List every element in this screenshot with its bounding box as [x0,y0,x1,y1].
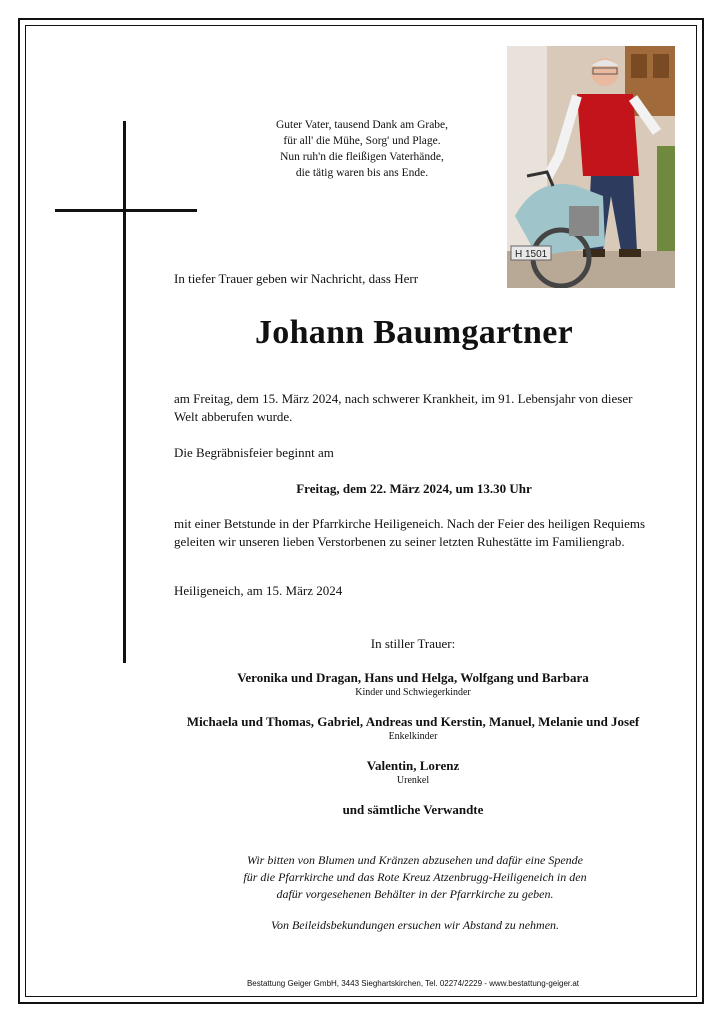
memorial-poem [262,117,462,181]
family-group [130,758,696,786]
mourning-label: In stiller Trauer: [370,636,456,651]
condolence-note: Von Beileidsbekundungen ersuchen wir Abstand zu nehmen. [270,918,560,932]
funeral-home-footer: Bestattung Geiger GmbH, 3443 Sieghartskirchen, Tel. 02274/2229 - www.bestattung-geiger.at [246,979,580,988]
relatives-text: und sämtliche Verwandte [342,802,484,817]
donation-line: Wir bitten von Blumen und Kränzen abzusehen und dafür eine Spende [247,853,583,867]
portrait-photo [507,46,675,288]
poem-line: für all' die Mühe, Sorg' und Plage. [283,135,441,147]
funeral-intro: Die Begräbnisfeier beginnt am [174,445,334,460]
poem-line: Nun ruh'n die fleißigen Vaterhände, [280,151,444,163]
poem-line: die tätig waren bis ans Ende. [295,167,429,179]
family-group [130,670,696,698]
family-relation: Enkelkinder [388,731,438,742]
cross-vertical-bar [123,121,126,663]
family-names: Veronika und Dragan, Hans und Helga, Wolfgang und Barbara [237,670,589,685]
poem-line: Guter Vater, tausend Dank am Grabe, [275,119,449,131]
donation-request [200,852,630,903]
family-names: Valentin, Lorenz [366,758,460,773]
intro-text: In tiefer Trauer geben wir Nachricht, dass Herr [174,271,419,286]
license-plate-text: H 1501 [515,249,548,260]
family-group [130,714,696,742]
donation-line: dafür vorgesehenen Behälter in der Pfarrkirche zu geben. [276,887,554,901]
family-relation: Urenkel [396,775,430,786]
deceased-name: Johann Baumgartner [254,314,574,351]
donation-line: für die Pfarrkirche und das Rote Kreuz Atzenbrugg-Heiligeneich in den [243,870,587,884]
cross-horizontal-bar [55,209,197,212]
family-names: Michaela und Thomas, Gabriel, Andreas und Kerstin, Manuel, Melanie und Josef [186,714,640,729]
family-relation: Kinder und Schwiegerkinder [355,687,471,698]
funeral-details: mit einer Betstunde in der Pfarrkirche Heiligeneich. Nach der Feier des heiligen Requiems geleiten wir unseren lieben Verstorbenen zu seiner letzten Ruhestätte im Familiengrab. [174,516,646,549]
place-date: Heiligeneich, am 15. März 2024 [174,583,343,598]
death-announcement: am Freitag, dem 15. März 2024, nach schwerer Krankheit, im 91. Lebensjahr von dieser Welt abberufen wurde. [174,391,633,424]
funeral-date: Freitag, dem 22. März 2024, um 13.30 Uhr [296,481,532,496]
portrait-photo-illustration [507,46,675,288]
